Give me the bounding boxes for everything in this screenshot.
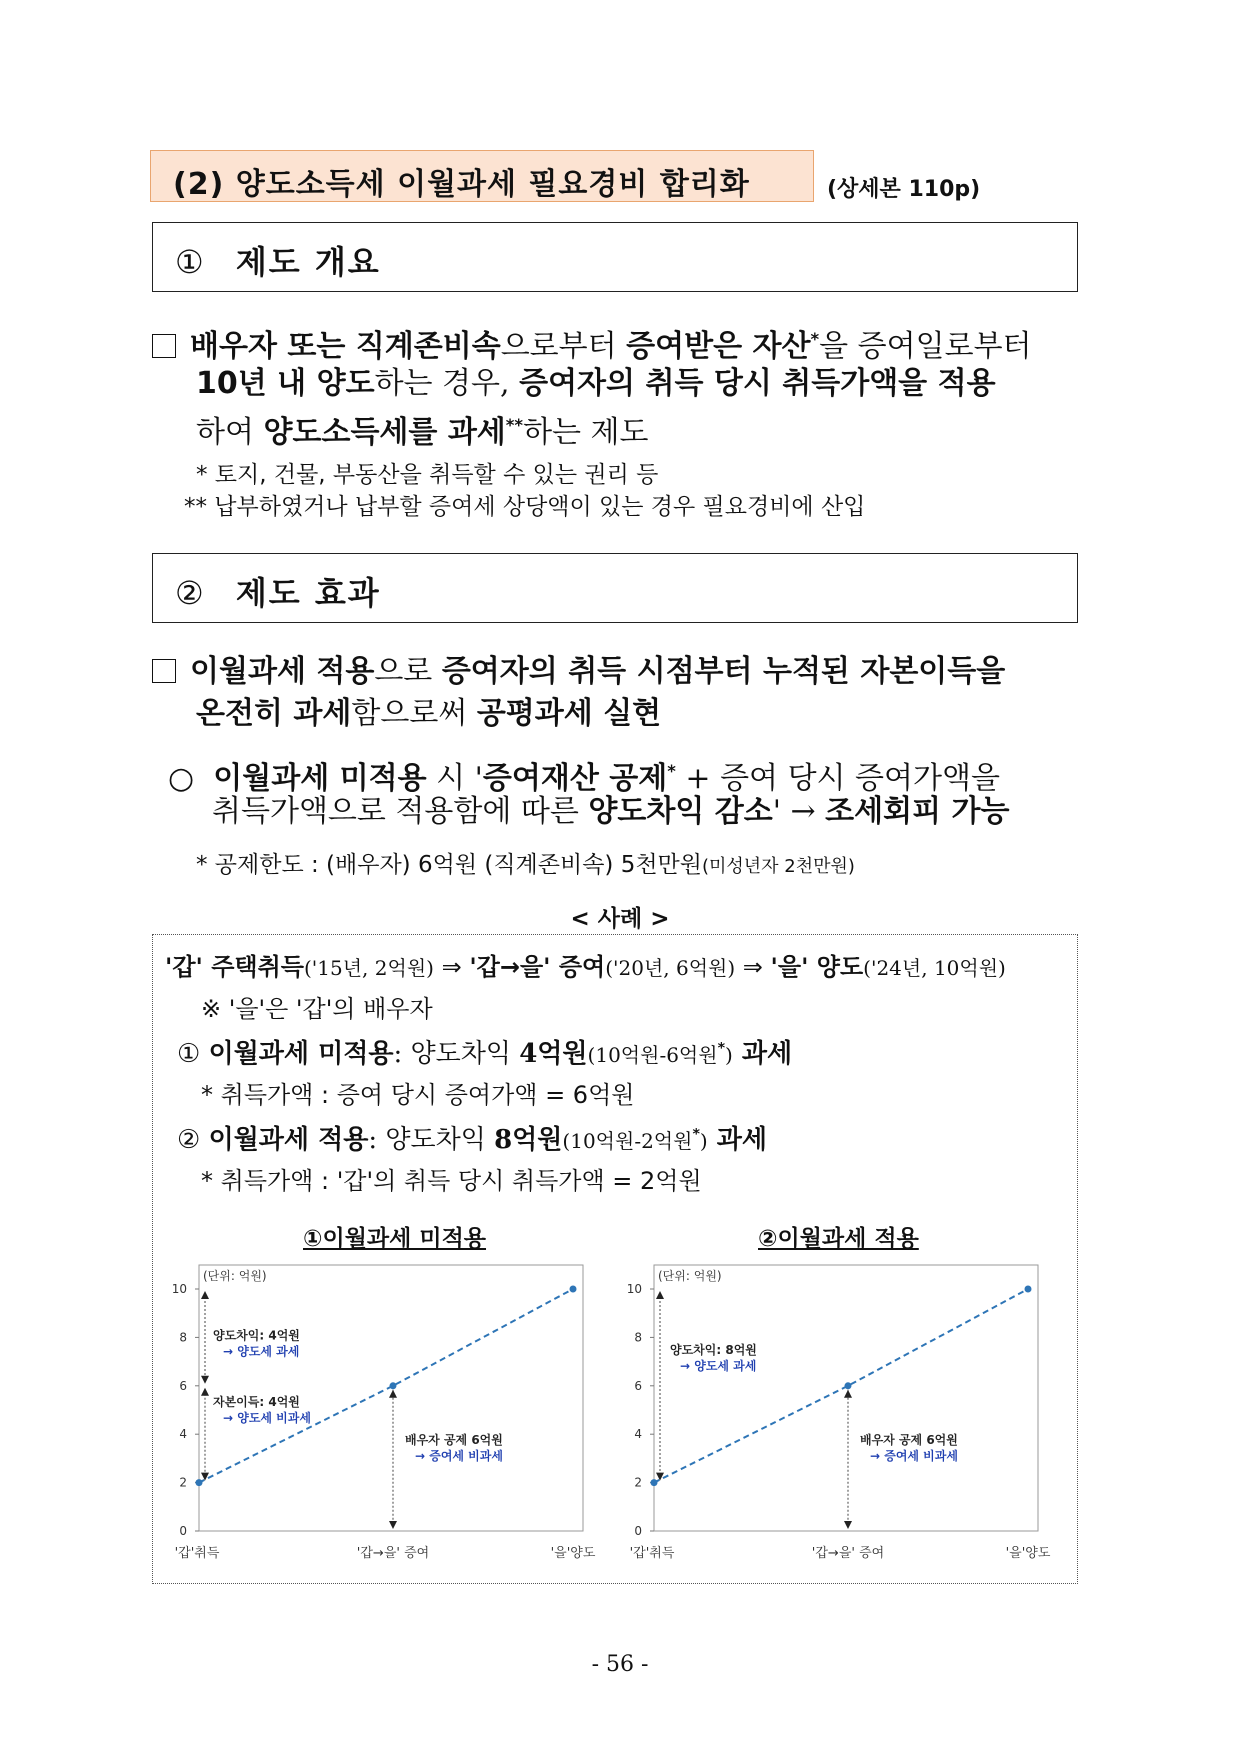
y-tick-label: 6 — [179, 1378, 187, 1393]
section-1-note-2: ** 납부하였거나 납부할 증여세 상당액이 있는 경우 필요경비에 산입 — [184, 494, 866, 520]
section-1-paragraph-line-2: 10년 내 양도하는 경우, 증여자의 취득 당시 취득가액을 적용 — [196, 366, 996, 401]
x-category-label: '을'양도 — [1005, 1546, 1051, 1561]
example-case-2: ② 이월과세 적용: 양도차익 8억원(10억원-2억원*) 과세 — [177, 1125, 768, 1155]
section-title-box — [150, 150, 814, 202]
annotation-sub-label: → 증여세 비과세 — [870, 1448, 958, 1463]
annotation-sub-label: → 양도세 과세 — [680, 1358, 757, 1373]
annotation-sub-label: → 양도세 과세 — [223, 1344, 300, 1359]
y-tick-label: 4 — [179, 1427, 187, 1442]
y-tick-label: 0 — [179, 1524, 187, 1538]
example-case-2-note: * 취득가액 : '갑'의 취득 당시 취득가액 = 2억원 — [201, 1167, 702, 1195]
example-heading: < 사례 > — [570, 906, 670, 932]
section-1-note-1: * 토지, 건물, 부동산을 취득할 수 있는 권리 등 — [196, 462, 659, 488]
section-2-paragraph-line-2: 온전히 과세함으로써 공평과세 실현 — [196, 696, 662, 731]
chart-unit-label: (단위: 억원) — [658, 1269, 722, 1283]
annotation-label: 배우자 공제 6억원 — [860, 1432, 958, 1447]
example-line-2: ※ '을'은 '갑'의 배우자 — [201, 995, 433, 1023]
example-case-1-note: * 취득가액 : 증여 당시 증여가액 = 6억원 — [201, 1081, 635, 1109]
detail-reference: (상세본 110p) — [827, 177, 981, 202]
annotation-label: 양도차익: 4억원 — [213, 1328, 300, 1343]
chart-unit-label: (단위: 억원) — [203, 1269, 267, 1283]
y-tick-label: 0 — [634, 1524, 642, 1538]
data-point — [845, 1382, 852, 1389]
section-1-paragraph-line-3: 하여 양도소득세를 과세**하는 제도 — [196, 415, 649, 450]
data-point — [196, 1479, 203, 1486]
section-2-label: ② 제도 효과 — [175, 574, 381, 612]
chart-2-title: ②이월과세 적용 — [758, 1226, 919, 1252]
example-case-1: ① 이월과세 미적용: 양도차익 4억원(10억원-6억원*) 과세 — [177, 1039, 793, 1069]
annotation-label: 양도차익: 8억원 — [670, 1342, 757, 1357]
y-tick-label: 2 — [634, 1475, 642, 1490]
section-title: (2) 양도소득세 이월과세 필요경비 합리화 — [173, 167, 750, 202]
section-1-header — [152, 222, 1078, 292]
page-number: - 56 - — [591, 1652, 649, 1677]
annotation-label: 자본이득: 4억원 — [213, 1395, 300, 1409]
section-2-bullet-line-2: 취득가액으로 적용함에 따른 양도차익 감소' → 조세회피 가능 — [212, 794, 1010, 829]
data-point — [390, 1382, 397, 1389]
chart-1 — [153, 1253, 608, 1583]
y-tick-label: 2 — [179, 1475, 187, 1490]
annotation-sub-label: → 증여세 비과세 — [415, 1448, 503, 1463]
section-1-label: ① 제도 개요 — [175, 243, 381, 281]
checkbox-square-icon — [152, 334, 176, 358]
y-tick-label: 10 — [171, 1282, 187, 1296]
checkbox-square-icon — [152, 659, 176, 683]
section-2-bullet-line-1: ○ 이월과세 미적용 시 '증여재산 공제* + 증여 당시 증여가액을 — [168, 761, 1000, 796]
x-category-label: '갑'취득 — [174, 1546, 220, 1561]
y-tick-label: 10 — [626, 1282, 642, 1296]
section-2-note: * 공제한도 : (배우자) 6억원 (직계존비속) 5천만원(미성년자 2천만원) — [196, 852, 855, 878]
section-2-header — [152, 553, 1078, 623]
chart-frame — [654, 1265, 1038, 1531]
section-1-paragraph-line-1: 배우자 또는 직계존비속으로부터 증여받은 자산*을 증여일로부터 — [152, 318, 1032, 369]
example-line-1: '갑' 주택취득('15년, 2억원) ⇒ '갑→을' 증여('20년, 6억원) ⇒ '을' 양도('24년, 10억원) — [165, 953, 1006, 981]
section-2-paragraph-line-1: 이월과세 적용으로 증여자의 취득 시점부터 누적된 자본이득을 — [152, 650, 1005, 694]
x-category-label: '갑→을' 증여 — [811, 1546, 885, 1561]
annotation-label: 배우자 공제 6억원 — [405, 1432, 503, 1447]
data-point — [1025, 1286, 1032, 1293]
y-tick-label: 8 — [179, 1330, 187, 1345]
data-point — [570, 1286, 577, 1293]
circle-bullet-icon: ○ — [168, 761, 195, 796]
x-category-label: '갑→을' 증여 — [356, 1546, 430, 1561]
x-category-label: '갑'취득 — [629, 1546, 675, 1561]
chart-2 — [608, 1253, 1063, 1583]
x-category-label: '을'양도 — [550, 1546, 596, 1561]
data-point — [651, 1479, 658, 1486]
example-box — [152, 934, 1078, 1584]
y-tick-label: 6 — [634, 1378, 642, 1393]
y-tick-label: 4 — [634, 1427, 642, 1442]
chart-1-title: ①이월과세 미적용 — [303, 1226, 487, 1252]
y-tick-label: 8 — [634, 1330, 642, 1345]
annotation-sub-label: → 양도세 비과세 — [223, 1411, 311, 1425]
